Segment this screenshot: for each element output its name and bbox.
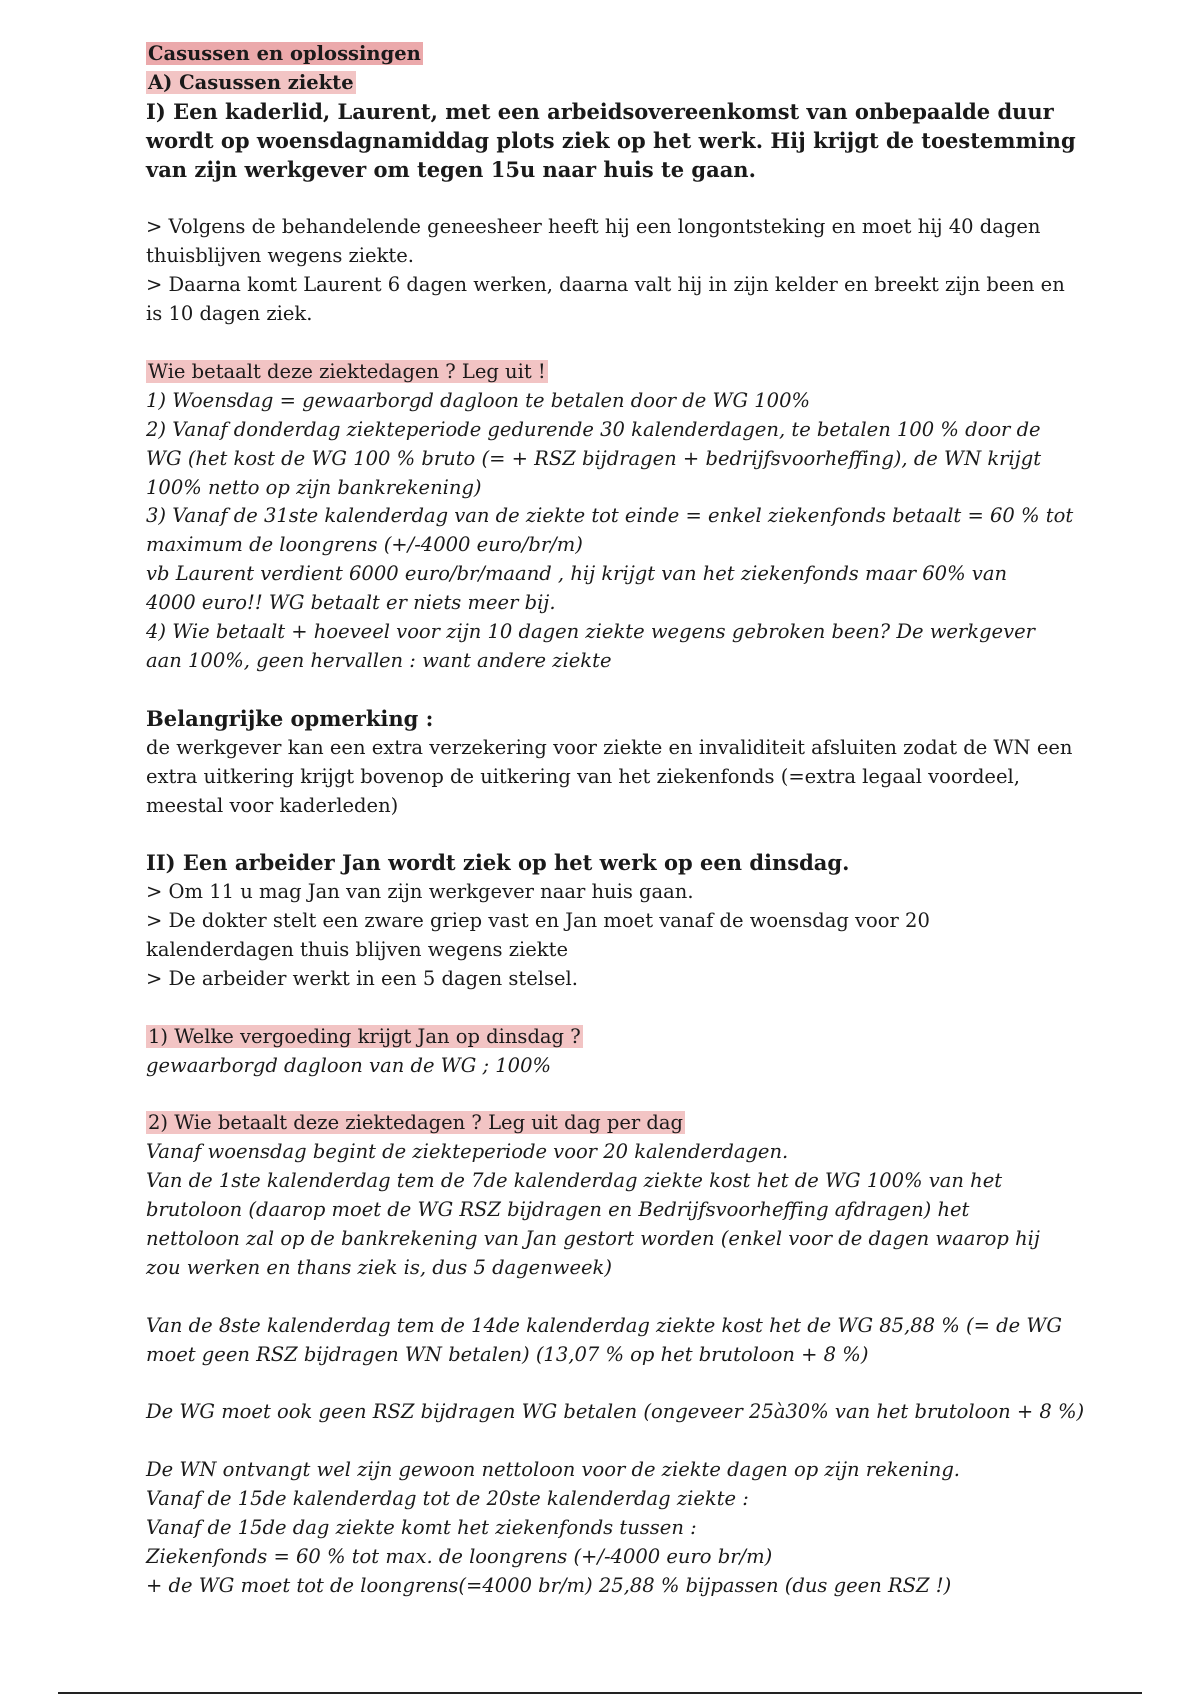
case2-intro: II) Een arbeider Jan wordt ziek op het werk op een dinsdag. bbox=[146, 850, 850, 876]
document-page bbox=[146, 40, 1106, 1601]
case2-facts: > Om 11 u mag Jan van zijn werkgever naar huis gaan. > De dokter stelt een zware griep vast en Jan moet vanaf de woensdag voor 20 kalenderdagen thuis blijven wegens ziekte > De arbeider werkt in een 5 dagen stelsel. bbox=[146, 880, 930, 990]
case2-answer-1: gewaarborgd dagloon van de WG ; 100% bbox=[146, 1053, 552, 1077]
case1-intro: I) Een kaderlid, Laurent, met een arbeidsovereenkomst van onbepaalde duur wordt op woensdagnamiddag plots ziek op het werk. Hij krijgt de toestemming van zijn werkgever om tegen 15u naar huis te gaan. bbox=[146, 98, 1076, 182]
case2-answer-2-part3: De WG moet ook geen RSZ bijdragen WG betalen (ongeveer 25à30% van het brutoloon + 8 %) bbox=[146, 1400, 1085, 1424]
case2-answer-2-part1: Vanaf woensdag begint de ziekteperiode voor 20 kalenderdagen. Van de 1ste kalenderdag tem de 7de kalenderdag ziekte kost het de WG 100% van het brutoloon (daarop moet de WG RSZ bijdragen en Bedrijfsvoorheffing afdragen) het nettoloon zal op de bankrekening van Jan gestort worden (enkel voor de dagen waarop hij zou werken en thans ziek is, dus 5 dagenweek) bbox=[146, 1140, 1040, 1279]
case2-answer-2-part2: Van de 8ste kalenderdag tem de 14de kalenderdag ziekte kost het de WG 85,88 % (= de WG moet geen RSZ bijdragen WN betalen) (13,07 % op het brutoloon + 8 %) bbox=[146, 1313, 1062, 1366]
case1-facts: > Volgens de behandelende geneesheer heeft hij een longontsteking en moet hij 40 dagen thuisblijven wegens ziekte. > Daarna komt Laurent 6 dagen werken, daarna valt hij in zijn kelder en breekt zijn been en is 10 dagen ziek. bbox=[146, 215, 1065, 326]
section-a-heading: A) Casussen ziekte bbox=[148, 70, 354, 94]
case2-question-2: 2) Wie betaalt deze ziektedagen ? Leg uit dag per dag bbox=[148, 1111, 684, 1135]
case2-answer-2-part4: De WN ontvangt wel zijn gewoon nettoloon voor de ziekte dagen op zijn rekening. Vanaf de 15de kalenderdag tot de 20ste kalenderdag ziekte : Vanaf de 15de dag ziekte komt het ziekenfonds tussen : Ziekenfonds = 60 % tot max. de loongrens (+/-4000 euro br/m) + de WG moet tot de loongrens(=4000 br/m) 25,88 % bijpassen (dus geen RSZ !) bbox=[146, 1458, 961, 1597]
document-title: Casussen en oplossingen bbox=[148, 42, 421, 65]
case1-answers: 1) Woensdag = gewaarborgd dagloon te betalen door de WG 100% 2) Vanaf donderdag ziekteperiode gedurende 30 kalenderdagen, te betalen 100 % door de WG (het kost de WG 100 % bruto (= + RSZ bijdragen + bedrijfsvoorheffing), de WN krijgt 100% netto op zijn bankrekening) 3) Vanaf de 31ste kalenderdag van de ziekte tot einde = enkel ziekenfonds betaalt = 60 % tot maximum de loongrens (+/-4000 euro/br/m) vb Laurent verdient 6000 euro/br/maand , hij krijgt van het ziekenfonds maar 60% van 4000 euro!! WG betaalt er niets meer bij. 4) Wie betaalt + hoeveel voor zijn 10 dagen ziekte wegens gebroken been? De werkgever aan 100%, geen hervallen : want andere ziekte bbox=[146, 388, 1074, 672]
remark-body: de werkgever kan een extra verzekering voor ziekte en invaliditeit afsluiten zodat de WN een extra uitkering krijgt bovenop de uitkering van het ziekenfonds (=extra legaal voordeel, meestal voor kaderleden) bbox=[146, 735, 1073, 817]
remark-title: Belangrijke opmerking : bbox=[146, 705, 434, 731]
case2-question-1: 1) Welke vergoeding krijgt Jan op dinsdag ? bbox=[148, 1024, 581, 1048]
case1-question: Wie betaalt deze ziektedagen ? Leg uit ! bbox=[148, 359, 546, 383]
page-bottom-rule bbox=[58, 1692, 1142, 1694]
